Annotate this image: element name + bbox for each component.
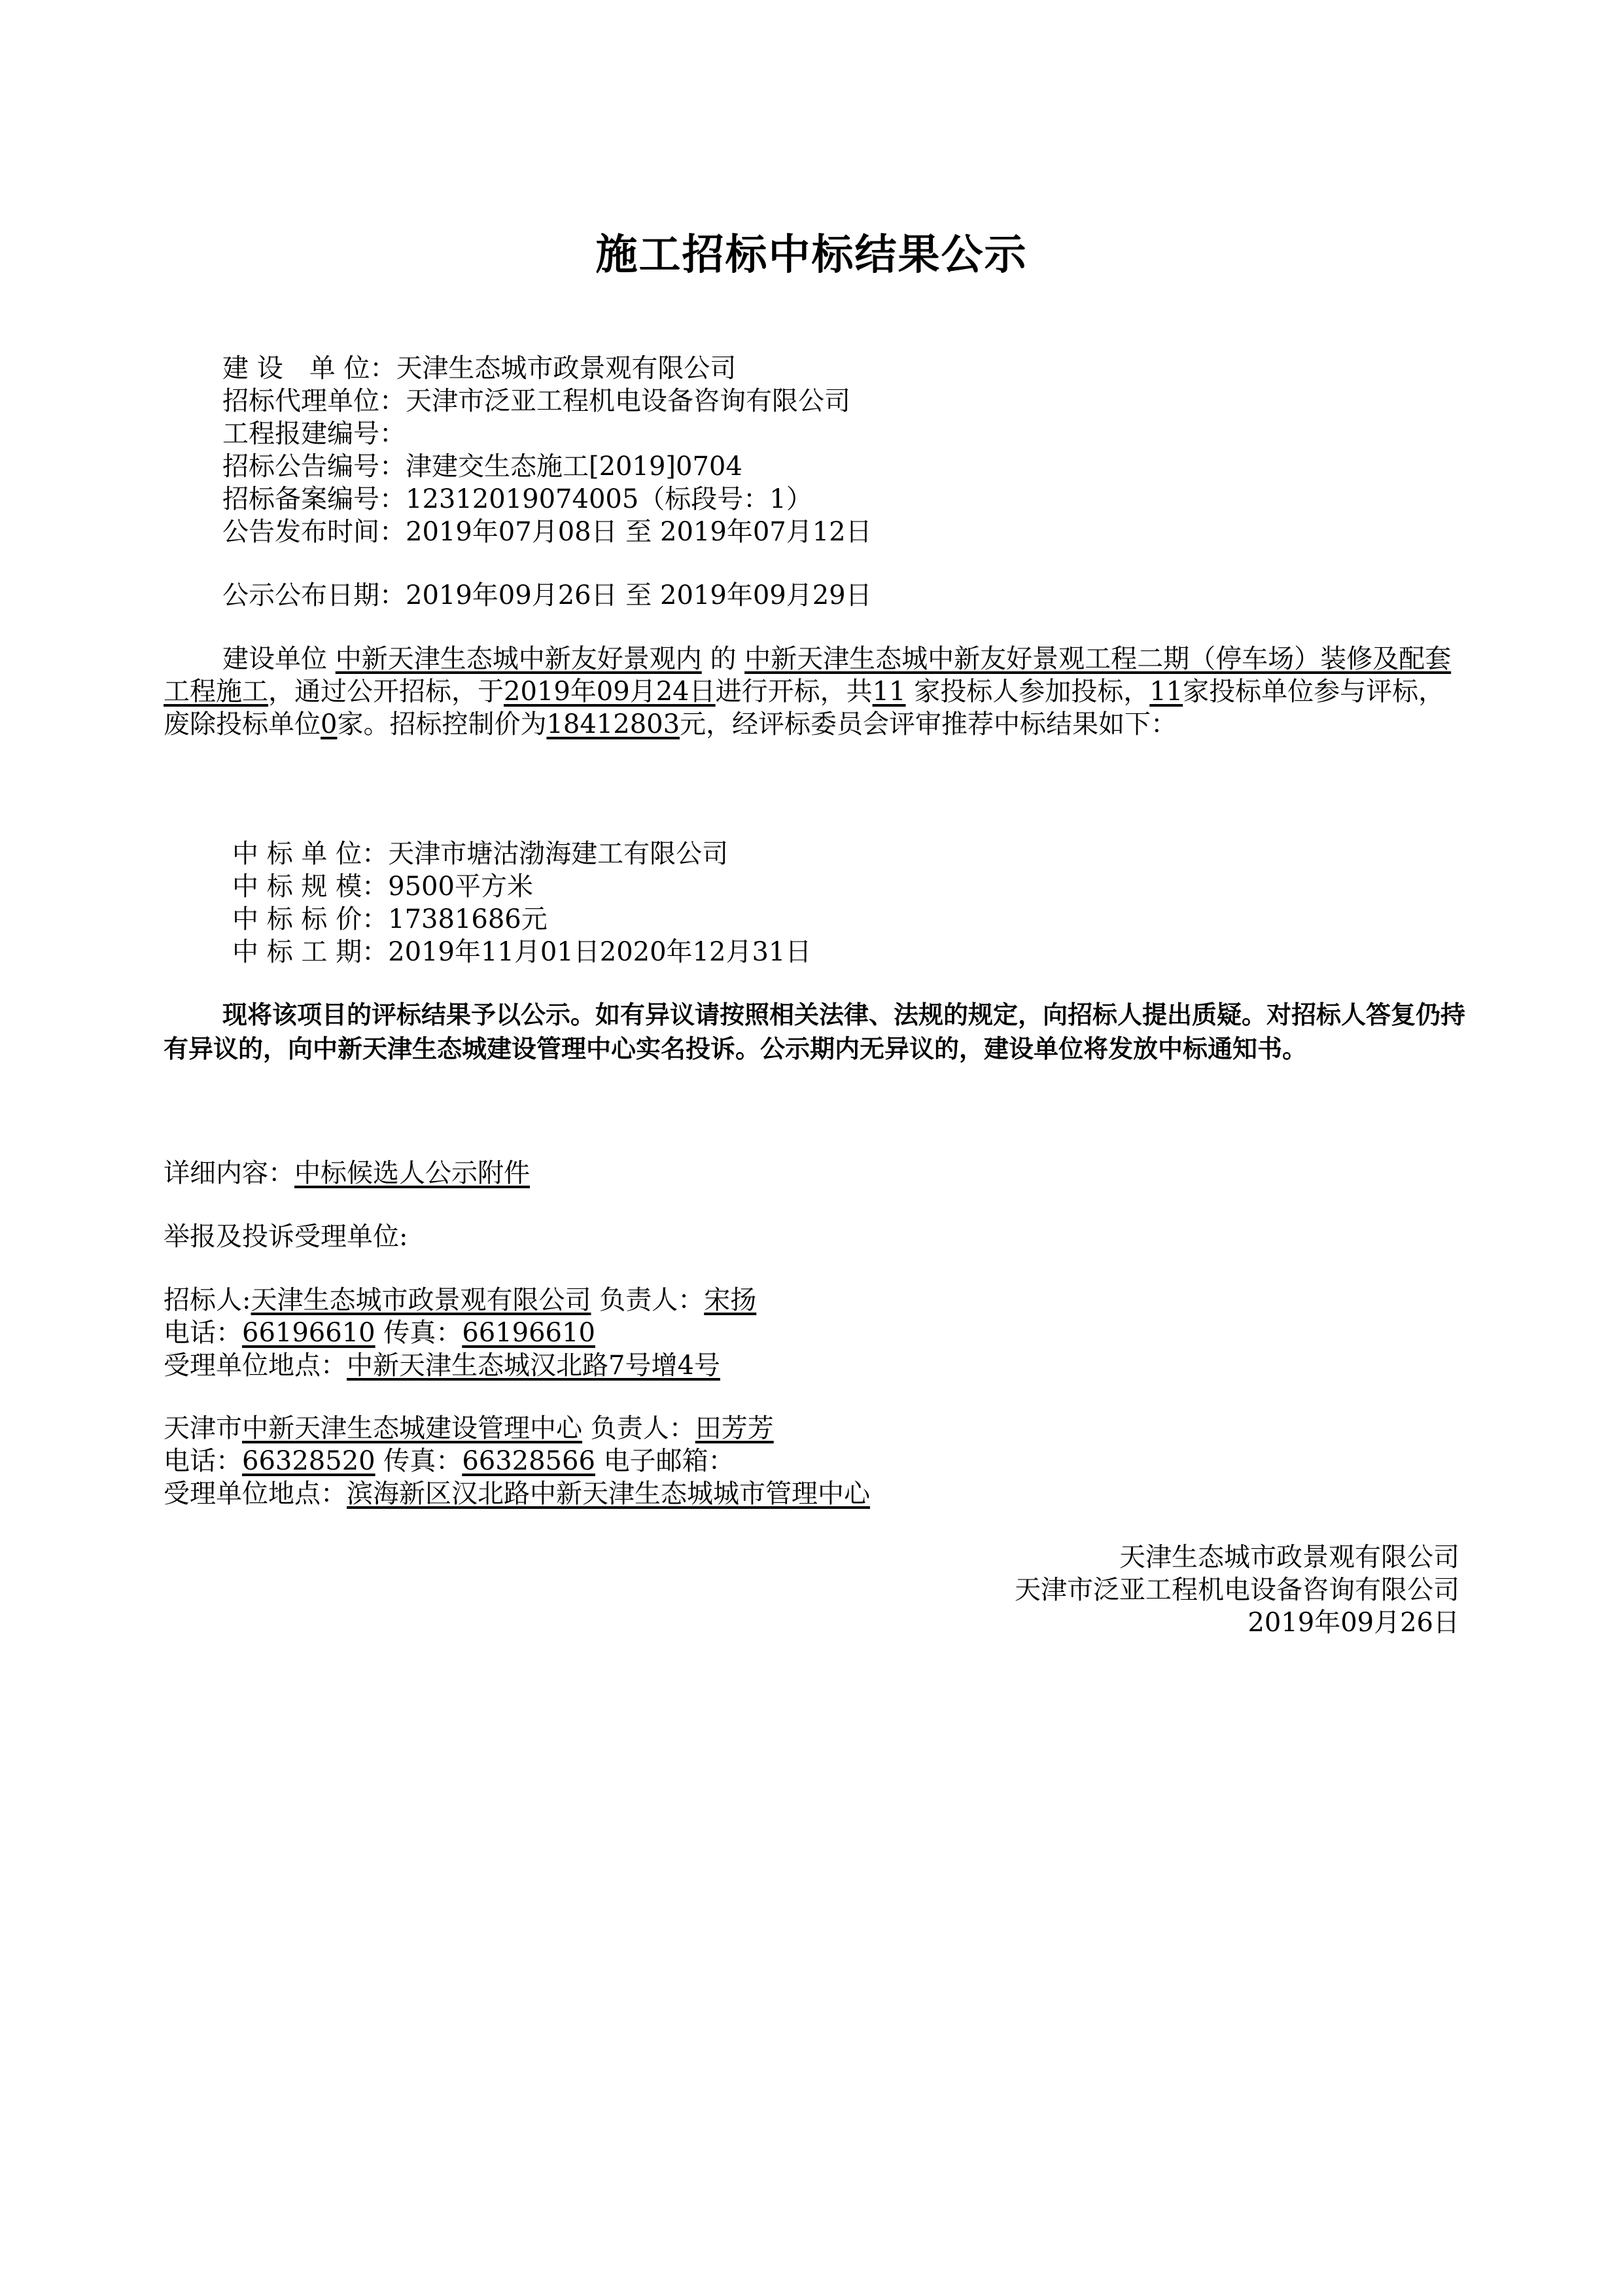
phone-label: 电话：	[164, 1318, 242, 1348]
price-label: 中 标 标 价：	[232, 904, 389, 934]
fax-value: 66196610	[462, 1318, 595, 1348]
control-price: 18412803	[546, 709, 680, 739]
center-phone-value: 66328520	[242, 1446, 375, 1476]
center-prefix: 天津市	[164, 1413, 242, 1443]
record-no-line	[222, 483, 812, 516]
attachment-link[interactable]: 中标候选人公示附件	[294, 1158, 530, 1188]
period-value: 2019年11月01日2020年12月31日	[388, 937, 812, 967]
center-value: 中新天津生态城建设管理中心	[242, 1413, 582, 1443]
scale-label: 中 标 规 模：	[232, 872, 389, 902]
project-no-line	[222, 417, 406, 450]
tenderer-phone-line	[164, 1316, 595, 1349]
rejected-count: 0	[321, 709, 338, 739]
fax-label: 传真：	[375, 1318, 462, 1348]
address-value: 中新天津生态城汉北路7号增4号	[347, 1351, 720, 1381]
objection-notice: 现将该项目的评标结果予以公示。如有异议请按照相关法律、法规的规定，向招标人提出质疑。对招标人答复仍持有异议的，向中新天津生态城建设管理中心实名投诉。公示期内无异议的，建设单位将发放中标通知书。	[164, 1000, 1466, 1063]
winner-value: 天津市塘沽渤海建工有限公司	[388, 839, 729, 869]
winner-line	[232, 838, 728, 870]
agency-label: 招标代理单位：	[222, 386, 406, 416]
tenderer-value: 天津生态城市政景观有限公司	[251, 1285, 591, 1315]
intro-text-3: ，通过公开招标，于	[268, 677, 504, 707]
record-no-value: 12312019074005（标段号：1）	[406, 484, 812, 514]
page-title: 施工招标中标结果公示	[595, 231, 1028, 279]
center-responsible-label: 负责人：	[582, 1413, 695, 1443]
tenderer-line	[164, 1284, 756, 1316]
complaint-heading: 举报及投诉受理单位:	[164, 1222, 408, 1252]
bidder-count: 11	[872, 677, 906, 707]
project-link[interactable]: 中新天津生态城中新友好景观工程二期（停车场）装修及配套工程施工	[164, 644, 1452, 707]
intro-text-8: 元，经评标委员会评审推荐中标结果如下：	[680, 709, 1178, 739]
publish-time-label: 公告发布时间：	[222, 517, 406, 547]
open-date: 2019年09月24日	[504, 677, 716, 707]
signature-org-1: 天津生态城市政景观有限公司	[1119, 1542, 1459, 1572]
construction-unit-label: 建 设 单 位：	[222, 353, 396, 383]
details-label: 详细内容：	[164, 1158, 294, 1188]
evaluated-count: 11	[1149, 677, 1183, 707]
center-line	[164, 1412, 774, 1445]
center-address-value: 滨海新区汉北路中新天津生态城城市管理中心	[347, 1479, 870, 1509]
responsible-value: 宋扬	[704, 1285, 757, 1315]
notice-no-line	[222, 450, 742, 483]
agency-value: 天津市泛亚工程机电设备咨询有限公司	[406, 386, 850, 416]
publish-time-value: 2019年07月08日 至 2019年07月12日	[406, 517, 872, 547]
public-date-value: 2019年09月26日 至 2019年09月29日	[406, 580, 872, 610]
signature-date: 2019年09月26日	[1248, 1608, 1459, 1638]
details-line	[164, 1157, 530, 1190]
phone-value: 66196610	[242, 1318, 375, 1348]
scale-line	[232, 870, 533, 903]
signature-org-2: 天津市泛亚工程机电设备咨询有限公司	[1015, 1575, 1459, 1605]
period-label: 中 标 工 期：	[232, 937, 389, 967]
intro-text-2: 的	[710, 644, 737, 674]
center-phone-line	[164, 1445, 735, 1477]
period-line	[232, 936, 811, 968]
price-line	[232, 903, 548, 936]
center-address-line	[164, 1477, 870, 1510]
notice-no-value: 津建交生态施工[2019]0704	[406, 451, 742, 482]
publish-time-line	[222, 516, 872, 548]
scale-value: 9500平方米	[388, 872, 533, 902]
intro-text-4: 进行开标，共	[715, 677, 873, 707]
center-fax-label: 传真：	[375, 1446, 462, 1476]
project-no-label: 工程报建编号：	[222, 419, 406, 449]
center-phone-label: 电话：	[164, 1446, 242, 1476]
tenderer-address-line	[164, 1349, 720, 1382]
winner-label: 中 标 单 位：	[232, 839, 389, 869]
construction-unit-value: 天津生态城市政景观有限公司	[396, 353, 737, 383]
construction-unit-line	[222, 352, 736, 385]
center-responsible-value: 田芳芳	[695, 1413, 774, 1443]
intro-text-5: 家投标人参加投标，	[905, 677, 1150, 707]
intro-paragraph	[164, 643, 1465, 741]
price-value: 17381686元	[388, 904, 548, 934]
public-date-label: 公示公布日期：	[222, 580, 406, 610]
agency-line	[222, 385, 850, 417]
owner-link[interactable]: 中新天津生态城中新友好景观内	[335, 644, 702, 674]
intro-text-7: 家。招标控制价为	[337, 709, 547, 739]
intro-text-6: 家投标单位参与评标，废除投标单位	[164, 677, 1445, 739]
responsible-label: 负责人：	[591, 1285, 705, 1315]
center-address-label: 受理单位地点：	[164, 1479, 347, 1509]
center-email-label: 电子邮箱：	[595, 1446, 735, 1476]
center-fax-value: 66328566	[462, 1446, 595, 1476]
public-date-line	[222, 579, 872, 612]
record-no-label: 招标备案编号：	[222, 484, 406, 514]
tenderer-label: 招标人:	[164, 1285, 251, 1315]
intro-text-1: 建设单位	[222, 644, 327, 674]
address-label: 受理单位地点：	[164, 1351, 347, 1381]
notice-no-label: 招标公告编号：	[222, 451, 406, 482]
